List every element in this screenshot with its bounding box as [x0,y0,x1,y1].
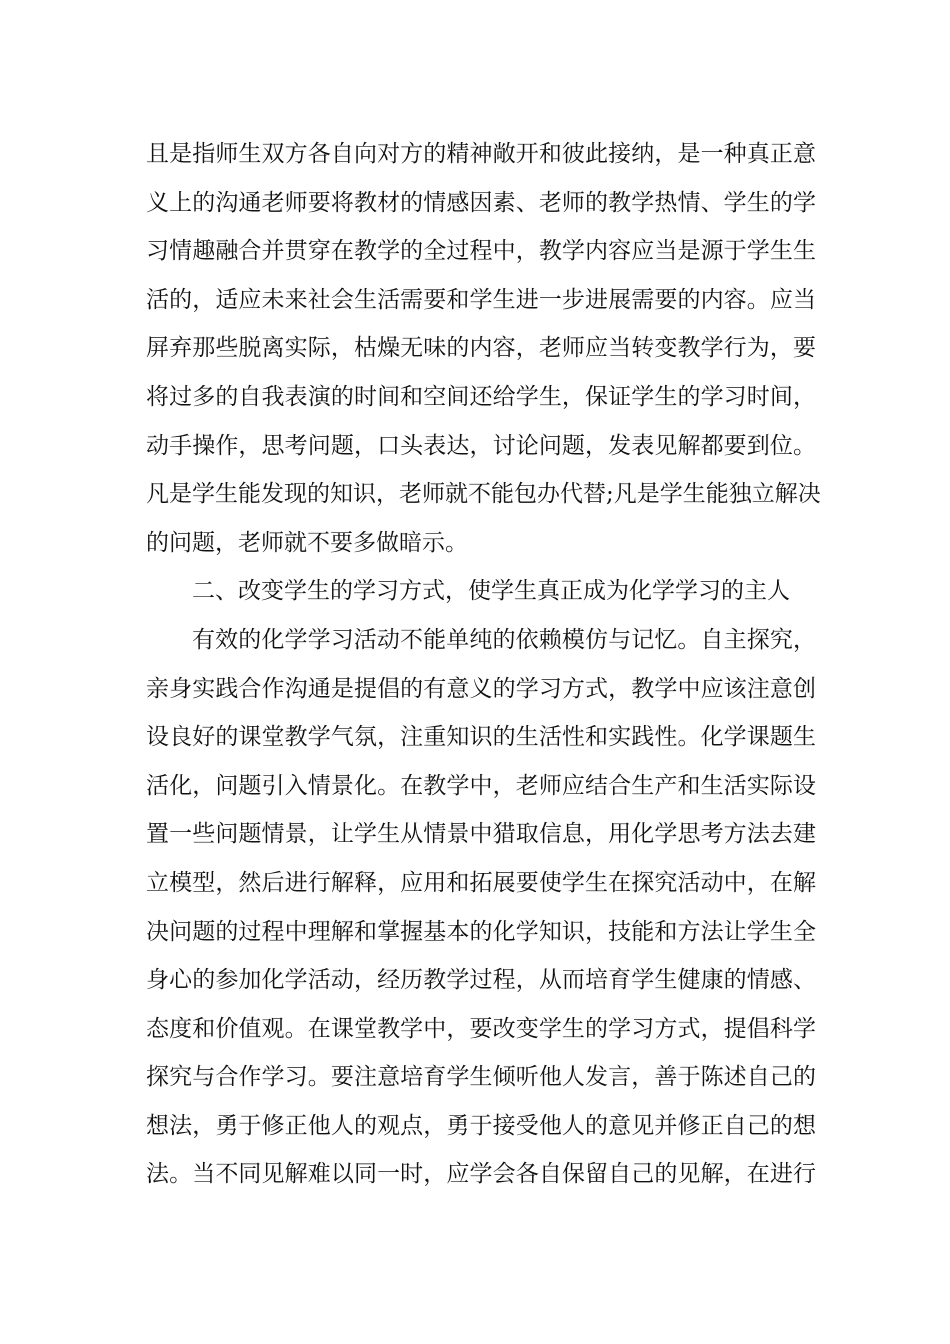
text-line: 习情趣融合并贯穿在教学的全过程中，教学内容应当是源于学生生 [146,238,816,265]
text-line: 将过多的自我表演的时间和空间还给学生，保证学生的学习时间， [146,383,816,410]
text-line: 活化，问题引入情景化。在教学中，老师应结合生产和生活实际设 [146,772,816,799]
text-line: 凡是学生能发现的知识，老师就不能包办代替;凡是学生能独立解决 [146,481,821,508]
text-line: 立模型，然后进行解释，应用和拓展要使学生在探究活动中，在解 [146,869,816,896]
text-line: 探究与合作学习。要注意培育学生倾听他人发言，善于陈述自己的 [146,1064,816,1091]
text-line: 屏弃那些脱离实际，枯燥无味的内容，老师应当转变教学行为，要 [146,335,816,362]
text-line: 动手操作，思考问题，口头表达，讨论问题，发表见解都要到位。 [146,432,816,459]
text-line: 身心的参加化学活动，经历教学过程，从而培育学生健康的情感、 [146,967,816,994]
text-line: 置一些问题情景，让学生从情景中猎取信息，用化学思考方法去建 [146,821,816,848]
text-line: 态度和价值观。在课堂教学中，要改变学生的学习方式，提倡科学 [146,1015,816,1042]
text-line: 义上的沟通老师要将教材的情感因素、老师的教学热情、学生的学 [146,189,816,216]
text-line: 亲身实践合作沟通是提倡的有意义的学习方式，教学中应该注意创 [146,675,816,702]
text-line: 的问题，老师就不要多做暗示。 [146,529,468,556]
document-body [146,130,821,1199]
text-line: 有效的化学学习活动不能单纯的依赖模仿与记忆。自主探究， [192,626,816,653]
text-line: 设良好的课堂教学气氛，注重知识的生活性和实践性。化学课题生 [146,724,816,751]
text-line: 活的，适应未来社会生活需要和学生进一步进展需要的内容。应当 [146,286,816,313]
text-line: 想法，勇于修正他人的观点，勇于接受他人的意见并修正自己的想 [146,1112,816,1139]
text-line: 法。当不同见解难以同一时，应学会各自保留自己的见解，在进行 [146,1161,816,1188]
section-heading: 二、改变学生的学习方式，使学生真正成为化学学习的主人 [192,578,790,605]
text-line: 且是指师生双方各自向对方的精神敞开和彼此接纳，是一种真正意 [146,141,816,167]
text-line: 决问题的过程中理解和掌握基本的化学知识，技能和方法让学生全 [146,918,816,945]
